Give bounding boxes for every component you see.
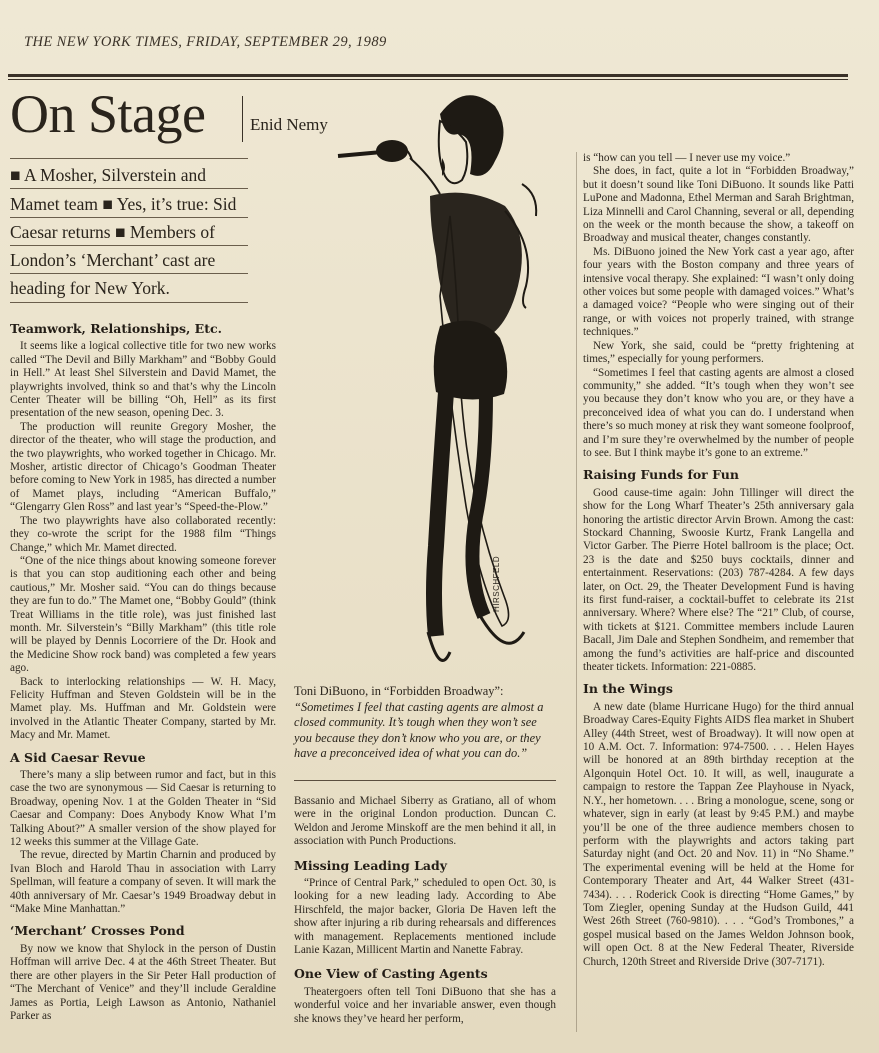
caption-lead: Toni DiBuono, in “Forbidden Broadway”: — [294, 684, 504, 698]
dateline: THE NEW YORK TIMES, FRIDAY, SEPTEMBER 29, 1989 — [24, 34, 387, 50]
paragraph: “Prince of Central Park,” scheduled to open Oct. 30, is looking for a new leading lady. According to Abe Hirschfeld, the major backer, Gloria De Haven left the show after injuring a rib during rehearsals and differences with management. Replacements mentioned include Lanie Kazan, Millicent Martin and Nanette Fabray. — [294, 877, 556, 957]
hirschfeld-illustration — [290, 76, 580, 676]
paragraph: Back to interlocking relationships — W. H. Macy, Felicity Huffman and Steven Goldstein will be in the Mamet play. Ms. Huffman and Mr. Goldstein were involved in the Atlantic Theater Company, started by Mr. Macy and Mr. Mamet. — [10, 675, 276, 742]
column-3 — [583, 152, 854, 969]
subhead-raising-funds: Raising Funds for Fun — [583, 467, 739, 483]
teaser-rule — [10, 273, 248, 274]
teaser-rule — [10, 188, 248, 189]
teaser-line-5: heading for New York. — [10, 278, 170, 298]
column-divider — [576, 152, 577, 1032]
paragraph: There’s many a slip between rumor and fact, but in this case the two are synonymous — Sid Caesar is returning to Broadway, opening Nov. 1 at the Golden Theater in “Sid Caesar and Company: Does Anybody Know What I’m Talking About?” A smaller version of the show played for 12 weeks this summer at the Village Gate. — [10, 769, 276, 849]
subhead-teamwork: Teamwork, Relationships, Etc. — [10, 321, 222, 336]
paragraph: By now we know that Shylock in the person of Dustin Hoffman will arrive Dec. 4 at the 46th Street Theater. But there are other players in the Sir Peter Hall production of “The Merchant of Venice” and they’ll include Geraldine James as Portia, Leigh Lawson as Antonio, Nathaniel Parker as — [10, 942, 276, 1022]
paragraph: “Sometimes I feel that casting agents are almost a closed community,” she added. “It’s tough when they won’t see you because they don’t know who you are, or they have a preconceived idea of what you can do. I understand when there’s so much money at risk they want someone foolproof, and I’m sure they’re overwhelmed by the number of people to see. But I think maybe it’s gone to an extreme.” — [583, 366, 854, 459]
caption-rule — [294, 780, 556, 781]
teaser-rule — [10, 217, 248, 218]
paragraph: She does, in fact, quite a lot in “Forbidden Broadway,” but it doesn’t sound like Toni DiBuono. It sounds like Patti LuPone and Madonna, Ethel Merman and Sarah Brightman, Liza Minnelli and Carol Channing, several or all, depending on the week or the month because the show, a takeoff on Broadway and musical theater, changes constantly. — [583, 165, 854, 245]
byline: Enid Nemy — [250, 115, 328, 134]
paragraph: New York, she said, could be “pretty frightening at times,” especially for young performers. — [583, 339, 854, 366]
paragraph: “One of the nice things about knowing someone forever is that you can stop auditioning each other and being cautious,” Mr. Mosher said. “You can do things because they are fun to do.” The Mamet one, “Bobby Gould” (think Treat Williams in the title role), was just finished last month. Mr. Silverstein’s “Billy Markham” (this title role will be played by Dennis Locorriere of the Dr. Hook and the Medicine Show rock band) was completed a few years ago. — [10, 554, 276, 675]
column-1 — [10, 322, 276, 1023]
teaser-rule — [10, 158, 248, 159]
teaser-line-3: Caesar returns ■ Members of — [10, 222, 215, 242]
paragraph: The revue, directed by Martin Charnin and produced by Ivan Bloch and Harold Thau in association with Larry Spellman, will feature a company of seven. It will mark the 40th anniversary of Mr. Caesar’s 1949 Broadway debut in “Make Mine Manhattan.” — [10, 849, 276, 916]
paragraph: is “how can you tell — I never use my voice.” — [583, 152, 791, 164]
caption-quote: “Sometimes I feel that casting agents are almost a closed community. It’s tough when they won’t see you because they don’t know who you are, or they have a preconceived idea of what you can do.” — [294, 699, 544, 760]
subhead-merchant: ‘Merchant’ Crosses Pond — [10, 923, 185, 939]
paragraph: The production will reunite Gregory Mosher, the director of the theater, who will stage the production, and the two playwrights, who worked together in Chicago. Mr. Mosher, artistic director of Chicago’s Goodman Theater before coming to New York in 1985, has directed a number of Mamet plays, including “American Buffalo,” “Glengarry Glen Ross” and last year’s “Speed-the-Plow.” — [10, 420, 276, 514]
paragraph: Theatergoers often tell Toni DiBuono that she has a wonderful voice and her invariable answer, even though she knows they’ve heard her perform, — [294, 985, 556, 1025]
column-2 — [294, 795, 556, 1026]
paragraph: Good cause-time again: John Tillinger will direct the show for the Long Wharf Theater’s 25th anniversary gala honoring the artistic director Arvin Brown. Among the cast: Stockard Channing, Swoosie Kurtz, Frank Langella and Victor Garber. The Pierre Hotel ballroom is the place; Oct. 23 is the date and $250 buys cocktails, dinner and entertainment. Reservations: (203) 787-4284. A few days later, on Oct. 29, the Theater Development Fund is having its first fund-raiser, a cocktail-buffet to celebrate its 21st anniversary. Where? Where else? The “21” Club, of course, with tickets at $121. Committee members include Lauren Bacall, Jim Dale and Stephen Sondheim, and remember that among the fund’s activities are half-price and discounted theater tickets. Information: 221-0885. — [583, 486, 854, 674]
teaser-line-1: ■ A Mosher, Silverstein and — [10, 165, 207, 185]
teaser-line-4: London’s ‘Merchant’ cast are — [10, 250, 216, 270]
paragraph: Bassanio and Michael Siberry as Gratiano, all of whom were in the original London production. Duncan C. Weldon and Jerome Minskoff are the men behind it all, in association with Punch Productions. — [294, 795, 556, 848]
subhead-missing-lady: Missing Leading Lady — [294, 857, 447, 873]
artist-signature: HIRSCHFELD — [492, 555, 501, 612]
subhead-sid-caesar: A Sid Caesar Revue — [10, 749, 146, 765]
subhead-casting-agents: One View of Casting Agents — [294, 966, 488, 982]
masthead-divider — [242, 96, 243, 142]
subhead-in-the-wings: In the Wings — [583, 681, 673, 697]
teaser-rule — [10, 302, 248, 303]
paragraph: It seems like a logical collective title for two new works called “The Devil and Billy Markham” and “Bobby Gould in Hell.” At least Shel Silverstein and David Mamet, the playwrights involved, think so and that’s why the Lincoln Center Theater will be billing “Oh, Hell” as its first presentation of the new season, opening Dec. 3. — [10, 340, 276, 420]
teaser-line-2: Mamet team ■ Yes, it’s true: Sid — [10, 194, 237, 214]
illustration-caption — [294, 684, 556, 762]
paragraph: Ms. DiBuono joined the New York cast a year ago, after four years with the Boston company and three years of intensive vocal therapy. She explained: “I wasn’t only doing other voices but some people with damaged voices.” What’s a damaged voice? “People who were singing out of their range, or with voices not properly trained, with strange techniques.” — [583, 245, 854, 339]
paragraph: A new date (blame Hurricane Hugo) for the third annual Broadway Cares-Equity Fights AIDS flea market in Shubert Alley (44th Street, west of Broadway). It will now open at 10 A.M. Oct. 7. Information: 974-7500. . . . Helen Hayes will be honored at an 89th birthday reception at the Algonquin Hotel Oct. 10. It will, as well, inaugurate a campaign to restore the Tappan Zee Playhouse in Nyack, N.Y., her hometown. . . . Bring a monologue, scene, song or whatever, sign in early (at least by 9:45 P.M.) and maybe you’ll be one of the three audience members chosen to perform with the playwrights and actors taking part Saturday night (and Oct. 20 and Nov. 11) in “No Shame.” The experimental evening will be held at the Home for Contemporary Theater and Art, 44 Walker Street (431-7434). . . . Roderick Cook is directing “Home Games,” by Tom Ziegler, opening Sunday at the Hudson Guild, 441 West 26th Street (760-9810). . . . “God’s Trombones,” a gospel musical based on the James Weldon Johnson book, will open Oct. 8 at the New Federal Theater, Riverside Church, 120th Street and Riverside Drive (307-7171). — [583, 700, 854, 968]
masthead-title: On Stage — [10, 84, 206, 144]
paragraph: The two playwrights have also collaborated recently: they co-wrote the script for the 1988 film “Things Change,” which Mr. Mamet directed. — [10, 514, 276, 554]
teaser-rule — [10, 245, 248, 246]
